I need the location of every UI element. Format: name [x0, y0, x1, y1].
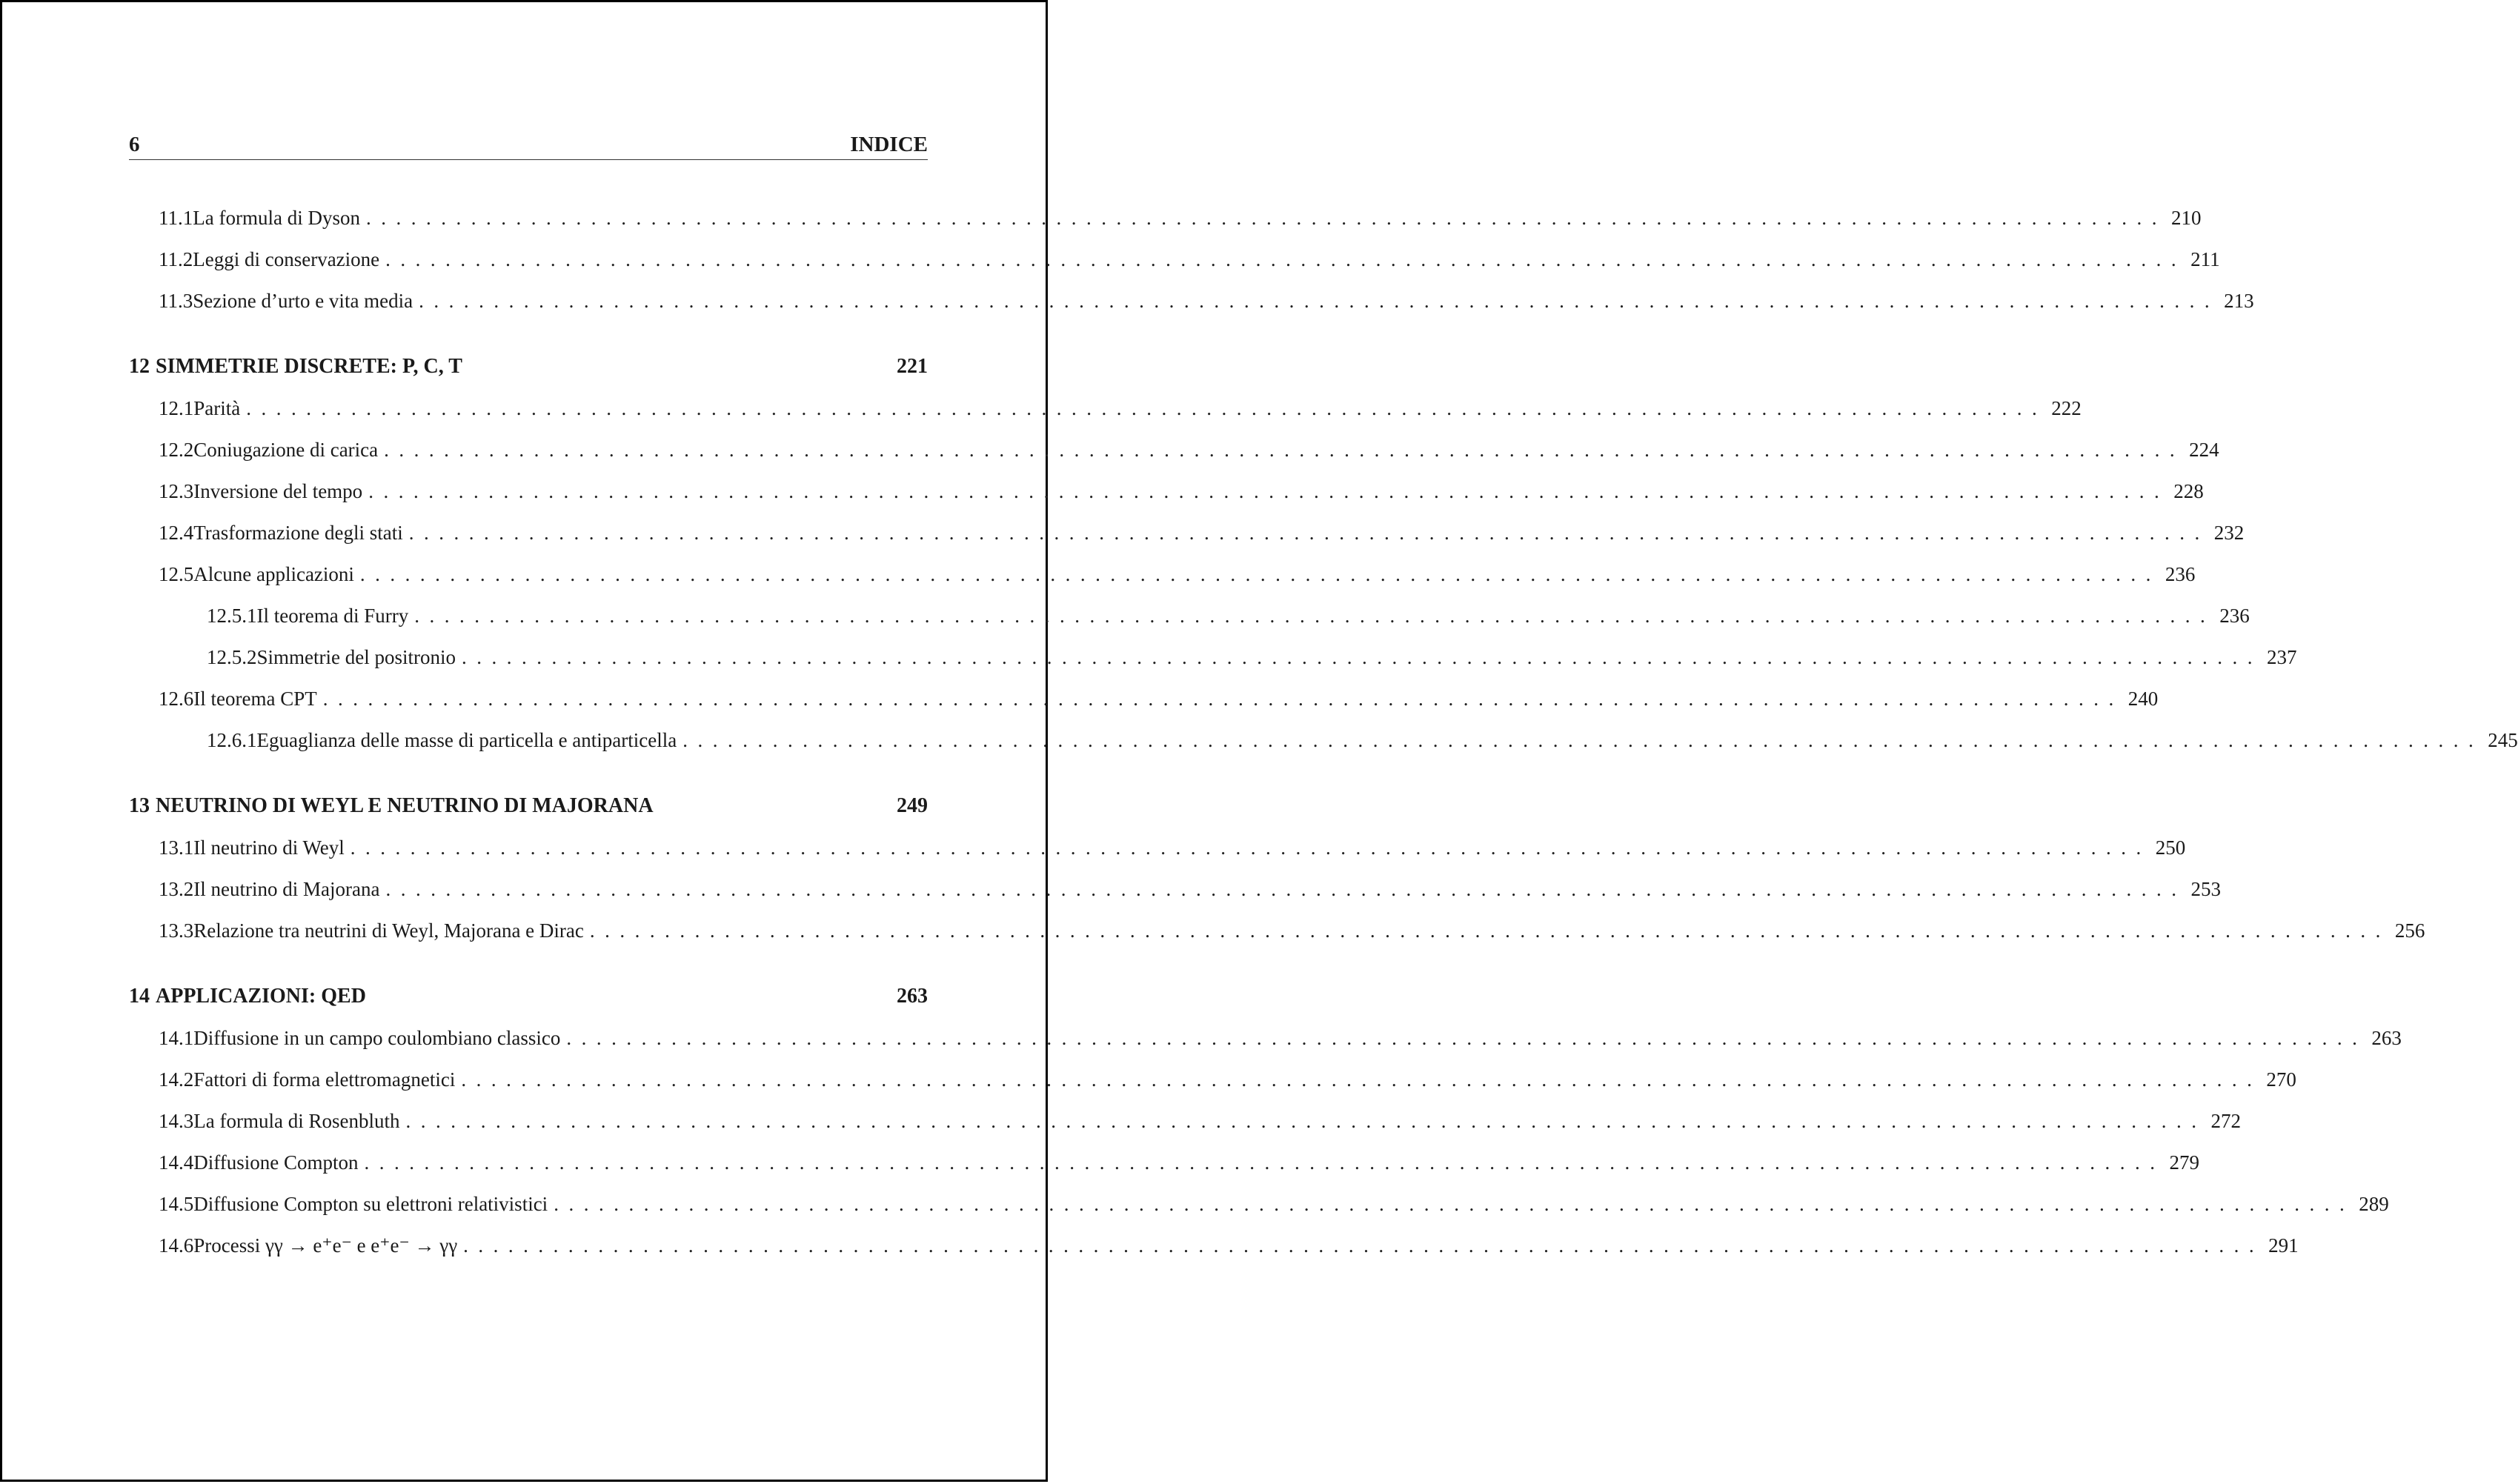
toc-section-entry[interactable] [129, 246, 2220, 273]
dot-leader: ........................................................................................................................ [408, 522, 2210, 544]
toc-section-entry[interactable] [129, 876, 2221, 902]
entry-number: 11.3 [159, 290, 193, 312]
entry-number: 13.3 [159, 919, 194, 942]
entry-number: 13.2 [159, 878, 194, 900]
entry-number: 12.5.2 [207, 646, 257, 668]
entry-number: 12.1 [159, 397, 194, 419]
entry-title: Leggi di conservazione [193, 248, 380, 270]
entry-title: Diffusione Compton su elettroni relativistici [193, 1193, 548, 1215]
toc-section-entry[interactable] [129, 561, 2196, 588]
toc-chapter-entry[interactable] [129, 353, 928, 380]
toc-section-entry[interactable] [129, 834, 2186, 861]
entry-title: Il teorema CPT [193, 688, 317, 710]
toc-section-entry[interactable] [129, 1191, 2389, 1217]
entry-number: 11.2 [159, 248, 193, 270]
toc-section-entry[interactable] [129, 436, 2219, 463]
entry-number: 14.3 [159, 1110, 194, 1132]
entry-number: 14.4 [159, 1151, 194, 1174]
entry-page-number: 263 [897, 985, 928, 1008]
entry-number: 14.6 [159, 1234, 194, 1257]
entry-title: APPLICAZIONI: QED [156, 985, 366, 1008]
entry-page-number: 245 [2488, 729, 2518, 751]
toc-section-entry[interactable] [129, 685, 2159, 712]
dot-leader: ........................................................................................................................ [385, 248, 2187, 270]
entry-page-number: 256 [2394, 919, 2425, 942]
toc-subsection-entry[interactable] [129, 602, 2250, 629]
entry-title: Fattori di forma elettromagnetici [193, 1068, 456, 1091]
entry-number: 12.5.1 [207, 605, 257, 627]
entry-number: 12.6.1 [207, 729, 257, 751]
dot-leader: ........................................................................................................................ [246, 397, 2047, 419]
entry-title: SIMMETRIE DISCRETE: P, C, T [156, 355, 462, 378]
dot-leader: ........................................................................................................................ [682, 729, 2484, 751]
entry-title: Processi γγ → e⁺e⁻ e e⁺e⁻ → γγ [193, 1234, 458, 1257]
entry-page-number: 250 [2155, 836, 2186, 859]
entry-page-number: 237 [2266, 646, 2297, 668]
entry-page-number: 236 [2165, 563, 2196, 585]
entry-page-number: 222 [2051, 397, 2082, 419]
dot-leader: ........................................................................................................................ [350, 836, 2151, 859]
entry-number: 14 [129, 985, 150, 1008]
entry-title: Inversione del tempo [193, 480, 363, 502]
entry-number: 11.1 [159, 207, 193, 229]
entry-title: Coniugazione di carica [193, 439, 379, 461]
dot-leader: ........................................................................................................................ [359, 563, 2161, 585]
dot-leader: ........................................................................................................................ [384, 439, 2185, 461]
toc-section-entry[interactable] [129, 1025, 2402, 1051]
toc-section-entry[interactable] [129, 1066, 2296, 1093]
entry-page-number: 291 [2268, 1234, 2299, 1257]
dot-leader: ........................................................................................................................ [589, 919, 2391, 942]
entry-page-number: 228 [2173, 480, 2204, 502]
dot-leader: ........................................................................................................................ [414, 605, 2216, 627]
entry-page-number: 253 [2190, 878, 2221, 900]
table-of-contents [129, 2, 2518, 1484]
entry-title: Diffusione Compton [193, 1151, 359, 1174]
entry-page-number: 270 [2266, 1068, 2296, 1091]
entry-page-number: 210 [2170, 207, 2202, 229]
entry-page-number: 232 [2213, 522, 2245, 544]
entry-page-number: 213 [2224, 290, 2254, 312]
dot-leader: ........................................................................................................................ [566, 1027, 2368, 1049]
entry-page-number: 279 [2169, 1151, 2199, 1174]
entry-page-number: 263 [2371, 1027, 2402, 1049]
page-number: 6 [129, 133, 140, 156]
entry-number: 12.6 [159, 688, 194, 710]
toc-section-entry[interactable] [129, 1108, 2241, 1134]
dot-leader: ........................................................................................................................ [419, 290, 2220, 312]
dot-leader: ........................................................................................................................ [322, 688, 2124, 710]
entry-title: Diffusione in un campo coulombiano classico [193, 1027, 561, 1049]
entry-page-number: 221 [897, 355, 928, 378]
toc-subsection-entry[interactable] [129, 644, 2297, 671]
toc-chapter-entry[interactable] [129, 793, 928, 819]
entry-number: 12.2 [159, 439, 194, 461]
dot-leader: ........................................................................................................................ [364, 1151, 2165, 1174]
dot-leader: ........................................................................................................................ [463, 1234, 2265, 1257]
toc-section-entry[interactable] [129, 204, 2202, 231]
dot-leader: ........................................................................................................................ [385, 878, 2187, 900]
entry-page-number: 236 [2219, 605, 2250, 627]
toc-section-entry[interactable] [129, 478, 2204, 505]
entry-title: Eguaglianza delle masse di particella e antiparticella [256, 729, 677, 751]
dot-leader: ........................................................................................................................ [368, 480, 2170, 502]
entry-title: La formula di Dyson [193, 207, 360, 229]
toc-subsection-entry[interactable] [129, 727, 2518, 753]
entry-title: NEUTRINO DI WEYL E NEUTRINO DI MAJORANA [156, 794, 654, 817]
entry-title: La formula di Rosenbluth [193, 1110, 400, 1132]
toc-chapter-entry[interactable] [129, 983, 928, 1010]
dot-leader: ........................................................................................................................ [405, 1110, 2207, 1132]
entry-number: 12.3 [159, 480, 194, 502]
entry-page-number: 249 [897, 794, 928, 817]
toc-section-entry[interactable] [129, 519, 2245, 546]
toc-section-entry[interactable] [129, 1232, 2299, 1259]
toc-section-entry[interactable] [129, 1149, 2199, 1176]
entry-page-number: 240 [2127, 688, 2159, 710]
entry-title: Simmetrie del positronio [256, 646, 456, 668]
dot-leader: ........................................................................................................................ [365, 207, 2167, 229]
entry-page-number: 224 [2189, 439, 2219, 461]
running-title: INDICE [850, 133, 928, 156]
entry-number: 14.1 [159, 1027, 194, 1049]
entry-title: Alcune applicazioni [193, 563, 354, 585]
toc-section-entry[interactable] [129, 917, 2425, 944]
dot-leader: ........................................................................................................................ [461, 1068, 2262, 1091]
entry-title: Sezione d’urto e vita media [193, 290, 413, 312]
entry-number: 12.5 [159, 563, 194, 585]
entry-number: 12 [129, 355, 150, 378]
entry-title: Il teorema di Furry [256, 605, 409, 627]
entry-number: 14.2 [159, 1068, 194, 1091]
entry-title: Il neutrino di Weyl [193, 836, 345, 859]
dot-leader: ........................................................................................................................ [554, 1193, 2355, 1215]
entry-title: Relazione tra neutrini di Weyl, Majorana e Dirac [193, 919, 584, 942]
entry-number: 12.4 [159, 522, 194, 544]
entry-page-number: 272 [2210, 1110, 2241, 1132]
entry-number: 13 [129, 794, 150, 817]
entry-page-number: 211 [2190, 248, 2220, 270]
toc-section-entry[interactable] [129, 287, 2254, 314]
toc-section-entry[interactable] [129, 395, 2082, 422]
entry-title: Trasformazione degli stati [193, 522, 403, 544]
entry-number: 14.5 [159, 1193, 194, 1215]
entry-number: 13.1 [159, 836, 194, 859]
entry-title: Parità [193, 397, 241, 419]
entry-title: Il neutrino di Majorana [193, 878, 380, 900]
dot-leader: ........................................................................................................................ [461, 646, 2262, 668]
entry-page-number: 289 [2359, 1193, 2389, 1215]
